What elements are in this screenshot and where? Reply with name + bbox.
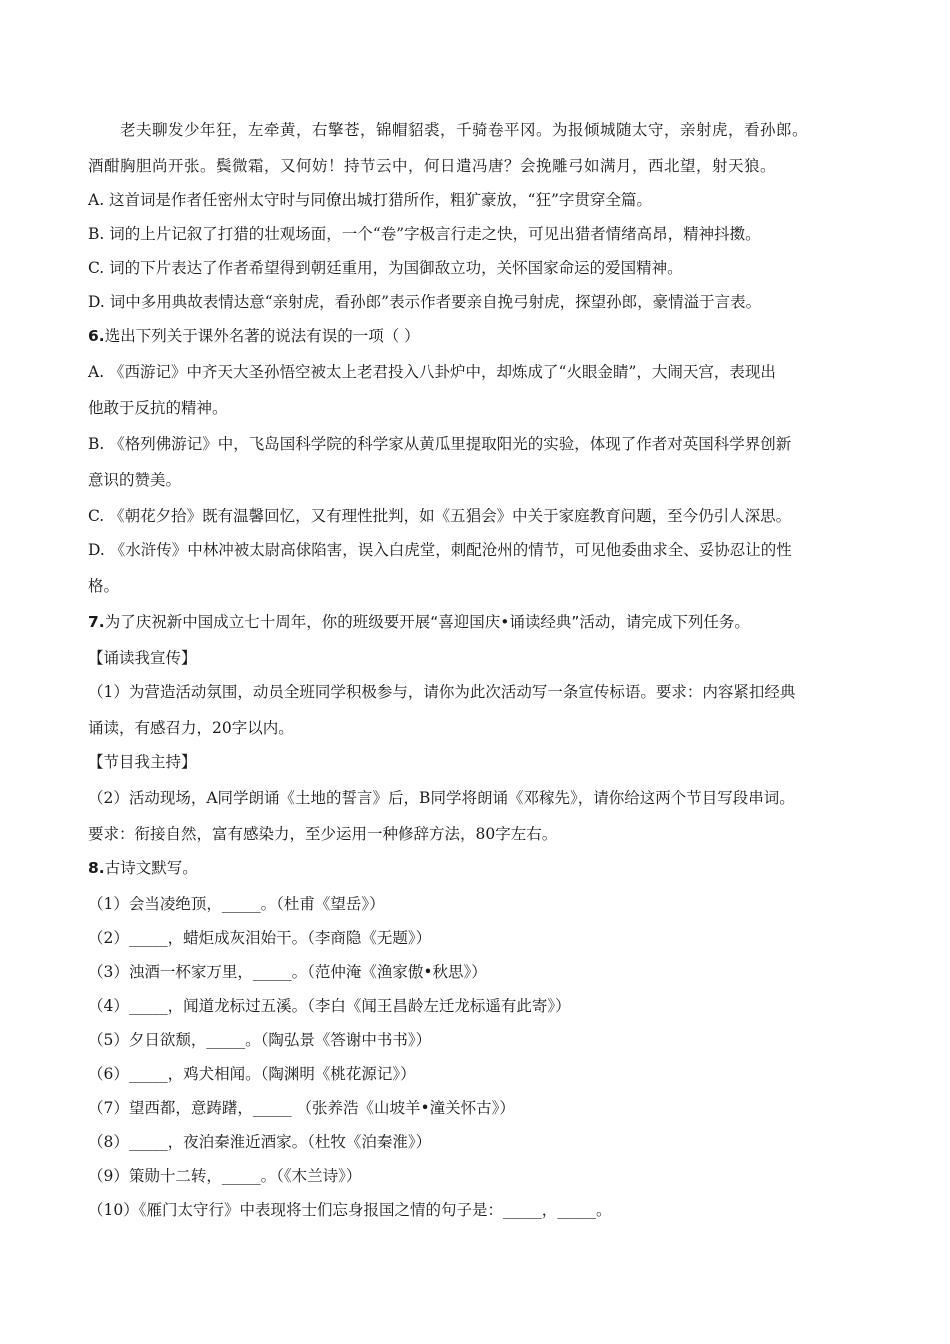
q6-option-d-line2: 格。 [88,577,120,595]
q7-task2-line2: 要求：衔接自然，富有感染力，至少运用一种修辞方法，80字左右。 [88,825,558,843]
q5-option-d: D. 词中多用典故表情达意“亲射虎，看孙郎”表示作者要亲自挽弓射虎，探望孙郎，豪情溢于言表。 [88,293,762,311]
q6-option-d-line1: D. 《水浒传》中林冲被太尉高俅陷害，误入白虎堂，刺配沧州的情节，可见他委曲求全、妥协忍让的性 [88,541,792,559]
q8-item-9: （9）策勋十二转，_____。（《木兰诗》） [88,1167,362,1185]
q8-item-2: （2）_____，蜡炬成灰泪始干。（李商隐《无题》） [88,929,432,947]
q6-option-c: C. 《朝花夕拾》既有温馨回忆，又有理性批判，如《五猖会》中关于家庭教育问题，至今仍引人深思。 [88,507,792,525]
q8-item-6: （6）_____，鸡犬相闻。（陶渊明《桃花源记》） [88,1065,416,1083]
q6-option-a-line2: 他敢于反抗的精神。 [88,399,228,417]
q8-item-8: （8）_____，夜泊秦淮近酒家。（杜牧《泊秦淮》） [88,1133,432,1151]
q7-task1-line2: 诵读，有感召力，20字以内。 [88,719,294,737]
q7-heading [88,610,750,632]
q6-option-b-line2: 意识的赞美。 [88,471,182,489]
q8-stem: 古诗文默写。 [104,859,198,877]
q6-stem: 选出下列关于课外名著的说法有误的一项（ ） [104,327,420,345]
poem-line-2: 酒酣胸胆尚开张。鬓微霜，又何妨！持节云中，何日遣冯唐？会挽雕弓如满月，西北望，射天狼。 [88,157,777,175]
q6-option-b-line1: B. 《格列佛游记》中，飞岛国科学院的科学家从黄瓜里提取阳光的实验，体现了作者对英国科学界创新 [88,435,792,453]
q5-option-b: B. 词的上片记叙了打猎的壮观场面，一个“卷”字极言行走之快，可见出猎者情绪高昂，精神抖擞。 [88,225,761,243]
q8-item-10: （10）《雁门太守行》中表现将士们忘身报国之情的句子是：_____，_____。 [88,1201,612,1219]
q7-section-promo: 【诵读我宣传】 [88,649,197,667]
q5-option-c: C. 词的下片表达了作者希望得到朝廷重用，为国御敌立功，关怀国家命运的爱国精神。 [88,259,683,277]
q8-item-3: （3）浊酒一杯家万里，_____。（范仲淹《渔家傲•秋思》） [88,963,487,981]
q7-task2-line1: （2）活动现场，A同学朗诵《土地的誓言》后，B同学将朗诵《邓稼先》，请你给这两个节目写段串词。 [88,789,795,807]
q6-number: 6. [88,327,105,345]
q8-item-5: （5）夕日欲颓，_____。（陶弘景《答谢中书书》） [88,1031,432,1049]
poem-line-1: 老夫聊发少年狂，左牵黄，右擎苍，锦帽貂裘，千骑卷平冈。为报倾城随太守，亲射虎，看孙郎。 [120,121,809,139]
q8-number: 8. [88,859,105,877]
q7-section-host: 【节目我主持】 [88,753,197,771]
q8-item-7: （7）望西都，意踌躇，_____ （张养浩《山坡羊•潼关怀古》） [88,1099,515,1117]
q5-option-a: A. 这首词是作者任密州太守时与同僚出城打猎所作，粗犷豪放，“狂”字贯穿全篇。 [88,191,652,209]
q6-option-a-line1: A. 《西游记》中齐天大圣孙悟空被太上老君投入八卦炉中，却炼成了“火眼金睛”，大闹天宫，表现出 [88,363,776,381]
q6-heading [88,324,420,346]
q8-heading [88,856,198,878]
q7-number: 7. [88,613,105,631]
q7-task1-line1: （1）为营造活动氛围，动员全班同学积极参与，请你为此次活动写一条宣传标语。要求：内容紧扣经典 [88,683,796,701]
q8-item-1: （1）会当凌绝顶，_____。（杜甫《望岳》） [88,895,385,913]
q7-stem: 为了庆祝新中国成立七十周年，你的班级要开展“喜迎国庆•诵读经典”活动，请完成下列任务。 [104,613,750,631]
q8-item-4: （4）_____，闻道龙标过五溪。（李白《闻王昌龄左迁龙标遥有此寄》） [88,997,571,1015]
